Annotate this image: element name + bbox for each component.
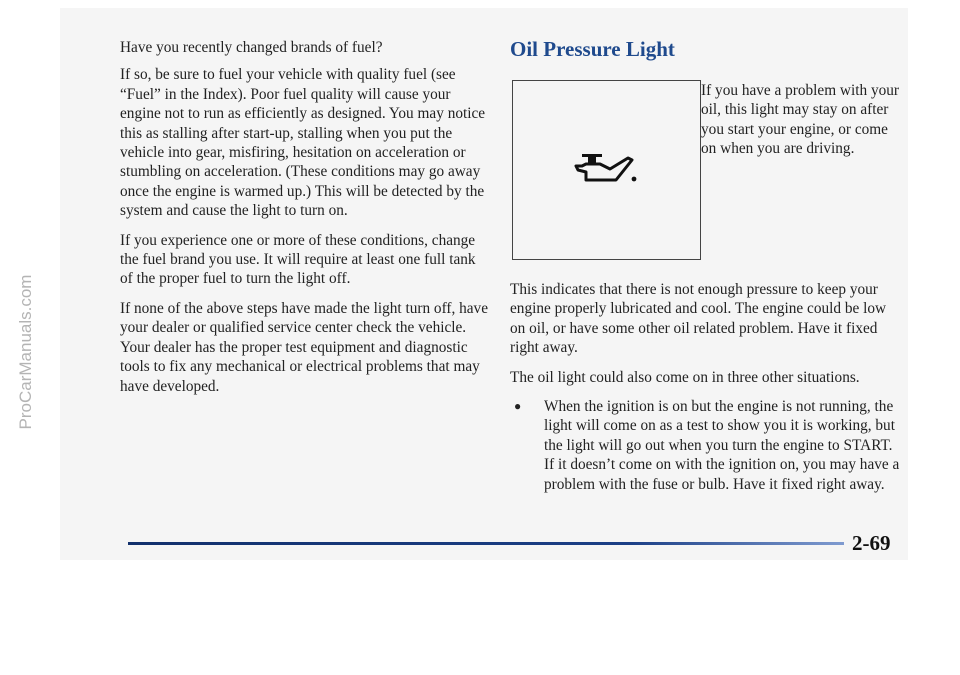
bullet-item [510, 397, 902, 494]
indicator-row [510, 80, 902, 260]
page-number: 2-69 [852, 531, 891, 555]
section-heading: Oil Pressure Light [510, 37, 675, 61]
left-column [120, 38, 492, 406]
right-paragraph-2: The oil light could also come on in three other situations. [510, 368, 860, 386]
right-column [510, 36, 902, 494]
oil-pressure-indicator-box [512, 80, 701, 260]
oil-can-icon [570, 150, 644, 190]
bullet-text: When the ignition is on but the engine is not running, the light will come on as a test to show you it is working, but the light will go out when you turn the engine to START. If it doesn’t come on with the ignition on, you may have a problem with the fuse or bulb. Have it fixed right away. [544, 398, 900, 493]
right-paragraph-1: This indicates that there is not enough pressure to keep your engine properly lubricated and cool. The engine could be low on oil, or have some other oil related problem. Have it fixed right away. [510, 281, 887, 357]
indicator-caption: If you have a problem with your oil, this light may stay on after you start your engine, or come on when you are driving. [701, 82, 899, 158]
left-paragraph-2: If so, be sure to fuel your vehicle with quality fuel (see “Fuel” in the Index). Poor fuel quality will cause your engine not to run as efficiently as designed. You may notice this as stalling after start-up, stalling when you put the vehicle into gear, misfiring, hesitation on acceleration or stumbling on acceleration. (These conditions may go away once the engine is warmed up.) This will be detected by the system and cause the light to turn on. [120, 66, 486, 220]
left-paragraph-3: If you experience one or more of these conditions, change the fuel brand you use. It will require at least one full tank of the proper fuel to turn the light off. [120, 231, 476, 288]
footer-rule [128, 542, 844, 545]
left-paragraph-1: Have you recently changed brands of fuel? [120, 39, 383, 56]
side-watermark: ProCarManuals.com [16, 274, 35, 430]
left-paragraph-4: If none of the above steps have made the light turn off, have your dealer or qualified service center check the vehicle. Your dealer has the proper test equipment and diagnostic tools to fix any mechanical or electrical problems that may have developed. [120, 299, 488, 395]
bullet-icon: ● [514, 399, 522, 414]
